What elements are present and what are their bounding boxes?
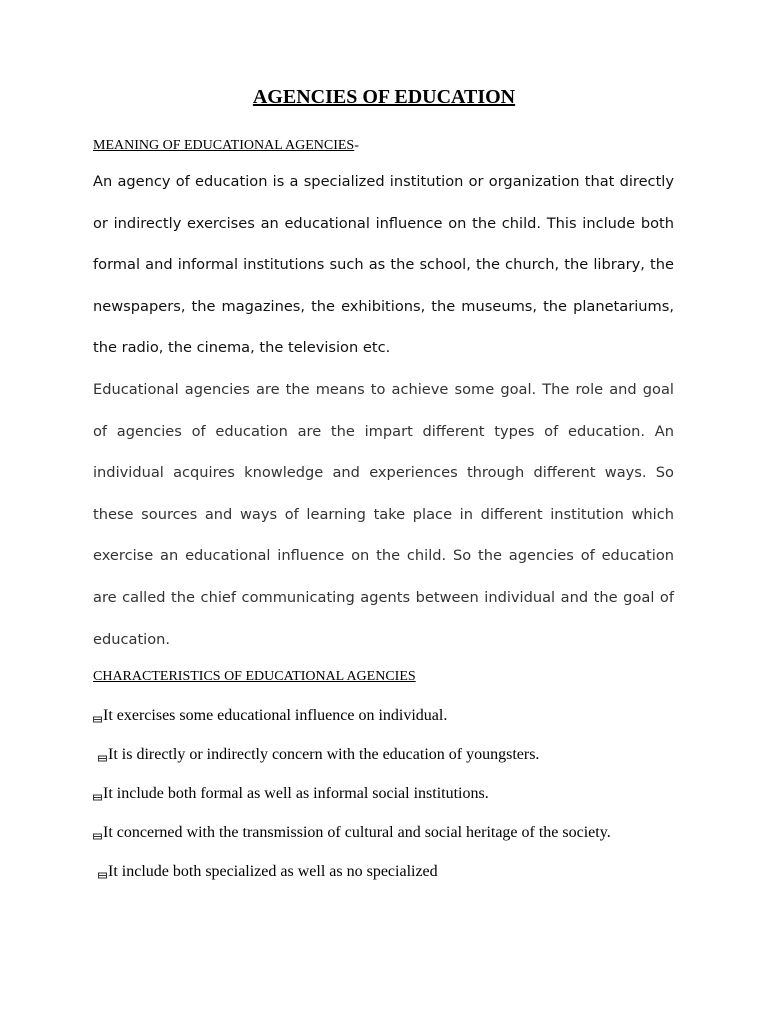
characteristics-list [93,696,674,891]
list-item-text: It include both specialized as well as no specialized [108,863,438,880]
bullet-icon [93,833,102,840]
list-item-text: It is directly or indirectly concern with the education of youngsters. [108,746,540,763]
section-heading-characteristics-text: CHARACTERISTICS OF EDUCATIONAL AGENCIES [93,669,416,684]
document-title: AGENCIES OF EDUCATION [252,86,516,108]
bullet-icon [98,872,107,879]
list-item [93,696,674,735]
list-item [93,813,674,852]
list-item [93,852,674,891]
bullet-icon [93,716,102,723]
list-item-text: It exercises some educational influence on individual. [103,707,448,724]
list-item-text: It include both formal as well as informal social institutions. [103,785,489,802]
bullet-icon [98,755,107,762]
section-heading-meaning-suffix: - [354,138,359,153]
list-item [93,735,674,774]
section-heading-characteristics [93,669,416,685]
section-heading-meaning [93,138,359,154]
paragraph-purpose: Educational agencies are the means to achieve some goal. The role and goal of agencies of education are the impart different types of education. An individual acquires knowledge and experiences through different ways. So these sources and ways of learning take place in different institution which exercise an educational influence on the child. So the agencies of education are called the chief communicating agents between individual and the goal of education. [93,381,674,648]
section-heading-meaning-text: MEANING OF EDUCATIONAL AGENCIES [93,138,355,153]
paragraph-definition: An agency of education is a specialized institution or organization that directly or indirectly exercises an educational influence on the child. This include both formal and informal institutions such as the school, the church, the library, the newspapers, the magazines, the exhibitions, the museums, the planetariums, the radio, the cinema, the television etc. [93,173,674,357]
bullet-icon [93,794,102,801]
list-item [93,774,674,813]
list-item-text: It concerned with the transmission of cultural and social heritage of the society. [103,824,611,841]
